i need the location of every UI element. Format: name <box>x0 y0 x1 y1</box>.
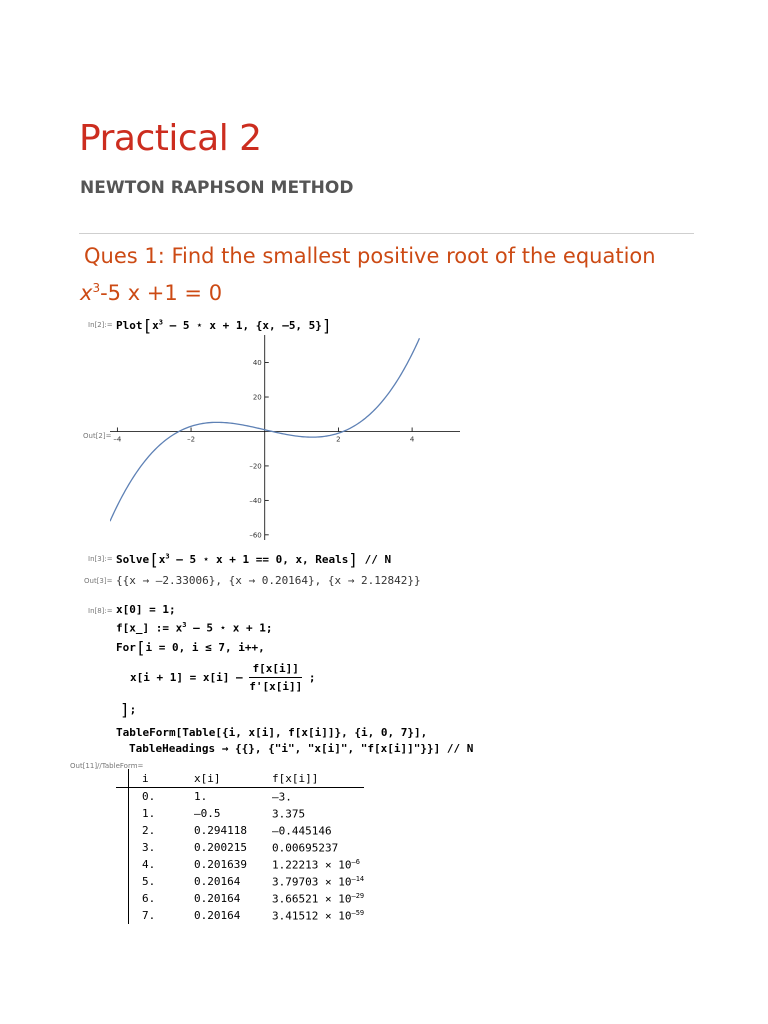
cell-x: 0.201639 <box>194 858 247 871</box>
in3-exp: 3 <box>165 552 170 561</box>
in8-line-5[interactable]: ]; <box>120 700 137 719</box>
cell-f <box>272 839 364 856</box>
in2-args-b: – 5 ⋆ x + 1, {x, –5, 5} <box>162 319 322 332</box>
cell-f-val: 3.79703 × 10 <box>272 875 352 889</box>
table-row <box>116 788 364 806</box>
table-row <box>116 856 364 873</box>
question-line-2 <box>80 272 656 309</box>
cell-x: 0.294118 <box>194 824 247 837</box>
cell-f-exp: –59 <box>351 908 365 917</box>
cell-x: 0.20164 <box>194 909 241 922</box>
table-row <box>116 839 364 856</box>
in8-line-2[interactable] <box>116 621 273 635</box>
question <box>80 240 656 309</box>
cell-f-val: 3.41512 × 10 <box>272 909 352 923</box>
y-tick-label: –40 <box>249 496 262 505</box>
out3-label: Out[3]= <box>84 577 113 585</box>
table-row <box>116 890 364 907</box>
cell-i: 1. <box>129 805 195 822</box>
in3-postfix: // N <box>358 553 392 566</box>
cell-x: 1. <box>194 790 208 803</box>
cell-i: 4. <box>129 856 195 873</box>
x-tick-label: 2 <box>336 435 341 444</box>
cell-i: 5. <box>129 873 195 890</box>
in8-line-4-end: ; <box>308 671 316 684</box>
in8-line-3-a: For <box>116 641 136 654</box>
cell-f <box>272 907 364 924</box>
y-tick-label: 40 <box>252 359 262 368</box>
in8-line-2-exp: 3 <box>182 621 187 629</box>
cell-f-exp: –29 <box>351 891 365 900</box>
in8-line-3-b: i = 0, i ≤ 7, i++, <box>145 641 265 654</box>
in3-var: x <box>158 553 166 566</box>
in8-line-1[interactable]: x[0] = 1; <box>116 603 176 616</box>
x-tick-label: –2 <box>187 435 196 444</box>
question-line-1: Ques 1: Find the smallest positive root of the equation <box>84 244 656 268</box>
in8-line-7[interactable]: TableHeadings → {{}, {"i", "x[i]", "f[x[i]]"}}] // N <box>129 742 474 755</box>
in8-fraction-num: f[x[i]] <box>249 662 302 678</box>
table-row <box>116 805 364 822</box>
cell-f <box>272 873 364 890</box>
cell-x: –0.5 <box>194 807 221 820</box>
cell-f <box>272 856 364 873</box>
cell-x: 0.20164 <box>194 875 241 888</box>
in2-input[interactable]: $Plot[x^3 - 5$ ⋆ x + 1, {x, –5, 5}] <box>116 316 332 335</box>
table-row <box>116 822 364 839</box>
in8-line-3[interactable]: For[i = 0, i ≤ 7, i++, <box>116 638 265 657</box>
cell-f <box>272 890 364 907</box>
table-row <box>116 873 364 890</box>
y-tick-label: –20 <box>249 462 262 471</box>
question-exp: 3 <box>92 281 101 295</box>
cell-f <box>272 822 364 839</box>
in8-fraction-den: f'[x[i]] <box>249 680 303 693</box>
out11-label: Out[11]//TableForm= <box>70 762 144 770</box>
table-header-f: f[x[i]] <box>272 771 319 785</box>
table-header-row <box>116 769 364 788</box>
cell-f-val: 3.375 <box>272 807 306 821</box>
in2-args-a: x <box>152 319 159 332</box>
y-tick-label: –60 <box>249 531 262 540</box>
in8-fraction <box>249 662 302 693</box>
in8-line-2-a: f[x_] := x <box>116 621 183 635</box>
cell-f-val: 0.00695237 <box>272 841 339 855</box>
plot-chart <box>110 335 460 540</box>
question-var: x <box>80 281 93 305</box>
divider <box>79 233 694 234</box>
question-rest: -5 x +1 = 0 <box>100 281 223 305</box>
cell-i: 7. <box>129 907 195 924</box>
cell-f-exp: –14 <box>351 874 365 883</box>
cell-x: 0.200215 <box>194 841 247 854</box>
in8-label: In[8]:= <box>88 607 113 615</box>
out3-output: {{x → –2.33006}, {x → 0.20164}, {x → 2.12842}} <box>116 574 421 587</box>
in8-line-5-text: ; <box>129 703 137 716</box>
out2-label: Out[2]= <box>83 432 112 440</box>
cell-i: 2. <box>129 822 195 839</box>
cell-f <box>272 788 364 806</box>
page-subtitle: NEWTON RAPHSON METHOD <box>80 178 354 198</box>
cell-x: 0.20164 <box>194 892 241 905</box>
result-table <box>116 769 364 924</box>
in2-exp: 3 <box>158 318 163 327</box>
x-tick-label: –4 <box>113 435 122 444</box>
in2-cmd: Plot <box>116 319 143 332</box>
cell-f-val: 1.22213 × 10 <box>272 858 352 872</box>
table-header-i: i <box>129 769 195 788</box>
in8-line-6[interactable]: TableForm[Table[{i, x[i], f[x[i]]}, {i, 0, 7}], <box>116 726 428 739</box>
cell-i: 3. <box>129 839 195 856</box>
cell-f-val: 3.66521 × 10 <box>272 892 352 906</box>
in3-cmd: Solve <box>116 553 150 566</box>
cell-f <box>272 805 364 822</box>
x-tick-label: 4 <box>409 435 415 444</box>
cell-i: 0. <box>129 788 195 806</box>
in2-label: In[2]:= <box>88 321 113 329</box>
in3-input[interactable]: $Solve[x^3 - 5$ ⋆ x + 1 == 0, x, Reals] // N <box>116 550 392 569</box>
table-row <box>116 907 364 924</box>
in3-args: – 5 ⋆ x + 1 == 0, x, Reals <box>169 553 349 566</box>
in8-line-4-lhs: x[i + 1] = x[i] – <box>130 671 243 684</box>
cell-f-val: –3. <box>272 790 292 804</box>
in8-line-4[interactable] <box>130 662 315 693</box>
in8-line-2-b: – 5 ⋆ x + 1; <box>186 621 273 635</box>
y-tick-label: 20 <box>252 393 262 402</box>
page-title: Practical 2 <box>79 118 262 159</box>
cell-f-exp: –6 <box>351 857 360 866</box>
cell-f-val: –0.445146 <box>272 824 332 838</box>
cell-i: 6. <box>129 890 195 907</box>
in3-label: In[3]:= <box>88 555 113 563</box>
table-header-x: x[i] <box>194 771 221 785</box>
